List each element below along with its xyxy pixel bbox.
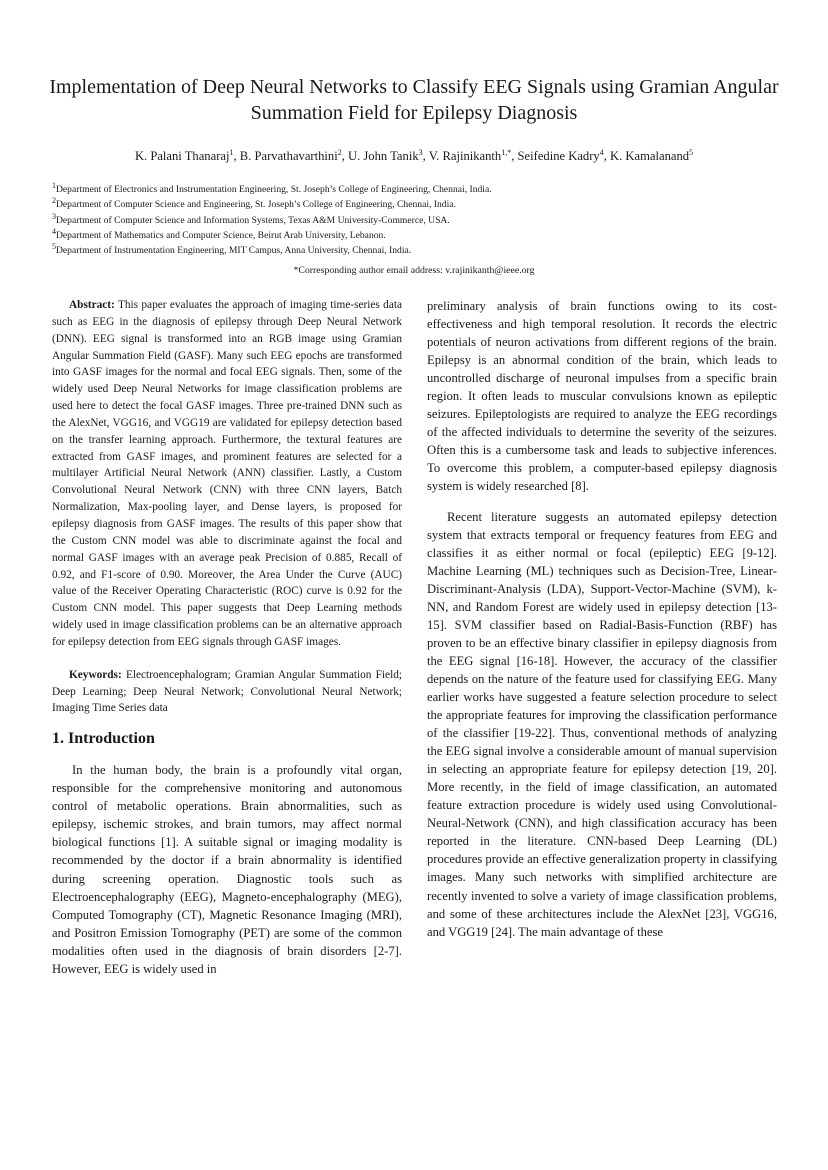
corresponding-author-email: *Corresponding author email address: v.rajinikanth@ieee.org bbox=[293, 265, 535, 276]
affiliation: $^4$Department of Mathematics and Computer Science, Beirut Arab University, Lebanon. bbox=[52, 226, 386, 241]
author-list: K. Palani Thanaraj$^1$, B. Parvathavarthini$^2$, U. John Tanik$^3$, V. Rajinikanth$^{1,*}$, Seifedine Kadry$^4$, K. Kamalanand$^5$ bbox=[134, 147, 694, 163]
abstract-label: Abstract: bbox=[69, 299, 115, 311]
affiliation: $^5$Department of Instrumentation Engineering, MIT Campus, Anna University, Chennai, India. bbox=[52, 242, 412, 257]
paper-title: Implementation of Deep Neural Networks to Classify EEG Signals using Gramian Angular Summation Field for Epilepsy Diagnosis bbox=[49, 76, 779, 124]
right-column bbox=[427, 297, 777, 941]
author: K. Kamalanand$^5$ bbox=[610, 147, 694, 163]
affiliation: $^1$Department of Electronics and Instrumentation Engineering, St. Joseph’s College of Engineering, Chennai, India. bbox=[52, 180, 492, 195]
author: U. John Tanik$^3$ bbox=[348, 147, 423, 163]
author: V. Rajinikanth$^{1,*}$ bbox=[428, 147, 512, 163]
left-column bbox=[52, 297, 402, 978]
keywords-text: Electroencephalogram; Gramian Angular Summation Field; Deep Learning; Deep Neural Network; Convolutional Neural Network; Imaging Time Series data bbox=[52, 668, 402, 715]
body-paragraph: Recent literature suggests an automated epilepsy detection system that extracts temporal or frequency features from EEG and classifies it as either normal or focal (epileptic) EEG [9-12]. Machine Learning (ML) techniques such as Decision-Tree, Linear-Discriminant-Analysis (LDA), Support-Vector-Machine (SVM), k-NN, and Random Forest are widely used in epilepsy detection [13-15]. SVM classifier based on Radial-Basis-Function (RBF) has proven to be an effective binary classifier in epilepsy diagnosis from the EEG signal [16-18]. However, the accuracy of the classifier depends on the nature of the feature used for classifying EEG. Many earlier works have suggested a feature selection procedure to select the appropriate features for improving the classification performance of the classifier [19-22]. Thus, conventional methods of analyzing the EEG signal involve a considerable amount of manual supervision in selecting an appropriate feature for epilepsy detection [19, 20]. More recently, in the field of image classification, an automated feature extraction procedure is widely used using Convolutional-Neural-Network (CNN), and high classification accuracy has been reported in the literature. CNN-based Deep Learning (DL) procedures provide an effective generalization property in classifying images. Many such networks with simplified architecture are recently invented to solve a variety of image classification problems, and some of these architectures include the AlexNet [23], VGG16, and VGG19 [24]. The main advantage of these bbox=[427, 509, 777, 939]
abstract bbox=[52, 297, 402, 651]
author: K. Palani Thanaraj$^1$ bbox=[134, 147, 234, 163]
author: B. Parvathavarthini$^2$ bbox=[239, 147, 342, 163]
author: Seifedine Kadry$^4$ bbox=[517, 147, 604, 163]
body-paragraph: preliminary analysis of brain functions owing to its cost-effectiveness and high temporal resolution. It records the electric potentials of neuron activations from different regions of the brain. Epilepsy is an abnormal condition of the brain, which leads to uncontrolled discharge of neuronal impulses from a specific brain region. It often leads to muscular convulsions known as epileptic seizures. Epileptologists are required to analyze the EEG recordings of the affected individuals to determine the severity of the seizures. Often this is a cumbersome task and leads to subjective inferences. To overcome this problem, a computer-based epilepsy diagnosis system is widely researched [8]. bbox=[427, 299, 777, 494]
affiliation-list bbox=[52, 182, 772, 258]
abstract-text: This paper evaluates the approach of imaging time-series data such as EEG in the diagnosis of epilepsy through Deep Neural Network (DNN). EEG signal is transformed into an RGB image using Gramian Angular Summation Field (GASF). Many such EEG epochs are transformed into GASF images for the normal and focal EEG signals. Then, some of the widely used Deep Neural Networks for image classification problems are used here to detect the focal GASF images. Three pre-trained DNN such as the AlexNet, VGG16, and VGG19 are validated for epilepsy detection based on the transfer learning approach. Furthermore, the textural features are extracted from GASF images, and prominent features are selected for a multilayer Artificial Neural Network (ANN) classifier. Lastly, a Custom Convolutional Neural Network (CNN) with three CNN layers, Batch Normalization, Max-pooling layer, and Dense layers, is proposed for epilepsy diagnosis from GASF images. The results of this paper show that the Custom CNN model was able to discriminate against the focal and normal GASF images with an average peak Precision of 0.885, Recall of 0.92, and F1-score of 0.90. Moreover, the Area Under the Curve (AUC) value of the Receiver Operating Characteristic (ROC) curve is 0.92 for the Custom CNN model. This paper suggests that Deep Learning methods widely used in image classification problems can be an alternative approach for epilepsy detection from EEG signals through GASF images. bbox=[52, 299, 402, 648]
section-heading: 1. Introduction bbox=[52, 730, 155, 748]
keywords-label: Keywords: bbox=[69, 668, 122, 681]
affiliation: $^2$Department of Computer Science and Engineering, St. Joseph’s College of Engineering, Chennai, India. bbox=[52, 196, 456, 211]
body-paragraph: In the human body, the brain is a profoundly vital organ, responsible for the comprehensive monitoring and autonomous control of metabolic operations. Brain abnormalities, such as epilepsy, ischemic strokes, and brain tumors, may affect normal biological functions [1]. A suitable signal or imaging modality is recommended by the doctor if a brain abnormality is identified during screening operation. Diagnostic tools such as Electroencephalography (EEG), Magneto-encephalography (MEG), Computed Tomography (CT), Magnetic Resonance Imaging (MRI), and Positron Emission Tomography (PET) are some of the common modalities often used in the diagnosis of brain disorders [2-7]. However, EEG is widely used in bbox=[52, 763, 402, 976]
keywords bbox=[52, 667, 402, 718]
affiliation: $^3$Department of Computer Science and Information Systems, Texas A&M University-Commerce, USA. bbox=[52, 211, 450, 226]
